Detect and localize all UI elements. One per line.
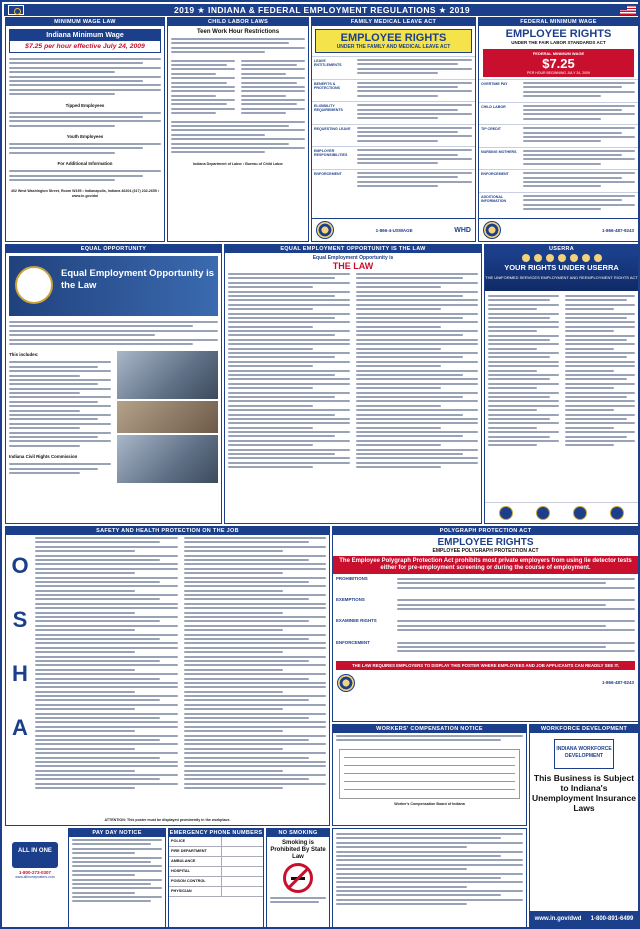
fmla-section-label: EMPLOYER RESPONSIBILITIES (314, 149, 348, 158)
workforce-web: www.in.gov/dwd (534, 916, 582, 922)
polygraph-section-row (333, 595, 638, 616)
agency-seal-icon (499, 506, 513, 520)
workforce-main-text: This Business is Subject to Indiana's Unemployment Insurance Laws (532, 773, 636, 813)
userra-subtitle: THE UNIFORMED SERVICES EMPLOYMENT AND REEMPLOYMENT RIGHTS ACT (485, 275, 638, 280)
workers-comp-header: WORKERS' COMPENSATION NOTICE (333, 725, 526, 733)
userra-panel (484, 244, 639, 524)
fmla-section-row (312, 56, 475, 79)
equal-opportunity-panel (5, 244, 222, 524)
emergency-number-field (221, 877, 263, 886)
fmla-section-row (312, 146, 475, 169)
eeo-hero (9, 256, 218, 316)
agency-seal-icon (610, 506, 624, 520)
eeo-law-title: THE LAW (332, 261, 374, 271)
fmla-section-row (312, 124, 475, 147)
polygraph-title: EMPLOYEE RIGHTS (437, 537, 534, 548)
flsa-title: EMPLOYEE RIGHTS (505, 28, 612, 40)
osha-header: SAFETY AND HEALTH PROTECTION ON THE JOB (6, 527, 329, 535)
fmla-footer (312, 218, 475, 241)
eeo-law-header: EQUAL EMPLOYMENT OPPORTUNITY IS THE LAW (225, 245, 481, 253)
minimum-wage-panel (5, 17, 165, 242)
polygraph-section-row (333, 638, 638, 659)
eeo-photo (117, 351, 219, 399)
no-smoking-title: Smoking is Prohibited By State Law (270, 840, 326, 860)
minimum-wage-body (6, 56, 164, 100)
fmla-section-label: ELIGIBILITY REQUIREMENTS (314, 104, 343, 113)
fmla-section-label: REQUESTING LEAVE (314, 126, 351, 131)
fmla-header: FAMILY MEDICAL LEAVE ACT (312, 18, 475, 26)
fmla-subtitle: UNDER THE FAMILY AND MEDICAL LEAVE ACT (336, 44, 451, 50)
osha-footer: ATTENTION: This poster must be displayed prominently in the workplace. (104, 818, 231, 823)
eeo-photo-2 (117, 401, 219, 433)
fmla-phone: 1-866-4-USWAGE (375, 227, 413, 233)
civil-rights-commission-logo-icon (15, 266, 53, 304)
flsa-section-row (479, 192, 638, 215)
polygraph-section-label: ENFORCEMENT (336, 639, 370, 645)
emergency-label: POISON CONTROL (171, 879, 206, 883)
polygraph-section-row (333, 574, 638, 595)
pay-day-header: PAY DAY NOTICE (69, 829, 165, 837)
emergency-label: POLICE (171, 839, 186, 843)
agency-logos (485, 502, 638, 523)
flsa-phone: 1-866-487-9243 (601, 227, 634, 233)
fmla-section-row (312, 79, 475, 102)
agency-seal-icon (536, 506, 550, 520)
fmla-title-box (315, 29, 472, 53)
tipped-employees-heading: Tipped Employees (65, 102, 105, 108)
osha-panel (5, 526, 330, 826)
child-labor-header: CHILD LABOR LAWS (168, 18, 308, 26)
polygraph-red-banner: The Employee Polygraph Protection Act prohibits most private employers from using lie detector tests either for pre-employment screening or during the course of employment. (333, 556, 638, 574)
flsa-subtitle: UNDER THE FAIR LABOR STANDARDS ACT (511, 40, 606, 45)
agency-seal-icon (573, 506, 587, 520)
fmla-title: EMPLOYEE RIGHTS (340, 32, 447, 44)
polygraph-subtitle: EMPLOYEE POLYGRAPH PROTECTION ACT (432, 548, 539, 554)
equal-opportunity-header: EQUAL OPPORTUNITY (6, 245, 221, 253)
polygraph-header: POLYGRAPH PROTECTION ACT (333, 527, 638, 535)
emergency-row (169, 877, 263, 887)
polygraph-footer: THE LAW REQUIRES EMPLOYERS TO DISPLAY THIS POSTER WHERE EMPLOYEES AND JOB APPLICANTS CAN READILY SEE IT. (336, 661, 635, 670)
minimum-wage-header: MINIMUM WAGE LAW (6, 18, 164, 26)
dol-seal-icon (483, 221, 501, 239)
emergency-label: PHYSICIAN (171, 889, 192, 893)
pay-day-panel (68, 828, 166, 928)
osha-letter: H (12, 661, 28, 686)
userra-header: USERRA (485, 245, 638, 253)
flsa-footer (479, 218, 638, 241)
osha-letter: A (12, 715, 28, 740)
fmla-section-label: ENFORCEMENT (314, 171, 342, 176)
youth-employees-heading: Youth Employees (66, 134, 104, 140)
emergency-label: FIRE DEPARTMENT (171, 849, 207, 853)
eeo-includes-heading: This includes: (9, 352, 39, 358)
workers-comp-panel (332, 724, 527, 826)
us-flag-icon (620, 5, 636, 15)
eeo-law-panel (224, 244, 482, 524)
fmla-panel (311, 17, 476, 242)
eeo-photo-3 (117, 435, 219, 483)
indiana-minimum-wage-title: Indiana Minimum Wage (10, 30, 160, 41)
no-smoking-icon (283, 863, 313, 893)
whd-logo: WHD (454, 226, 471, 234)
flsa-section-row (479, 102, 638, 125)
polygraph-section-row (333, 616, 638, 637)
publisher-logo: ALL IN ONE (12, 842, 58, 868)
emergency-row (169, 867, 263, 877)
workers-comp-footer: Worker's Compensation Board of Indiana (394, 801, 465, 806)
polygraph-section-label: EXAMINEE RIGHTS (336, 618, 377, 624)
no-smoking-panel (266, 828, 330, 928)
workforce-phone: 1-800-891-6499 (590, 916, 634, 922)
flsa-section-label: NURSING MOTHERS (481, 149, 517, 154)
fmla-section-label: LEAVE ENTITLEMENTS (314, 59, 342, 67)
emergency-panel (168, 828, 264, 928)
eeo-office-heading: Indiana Civil Rights Commission (9, 454, 78, 460)
flsa-section-row (479, 147, 638, 170)
workforce-header: WORKFORCE DEVELOPMENT (530, 725, 638, 733)
userra-hero (485, 253, 638, 291)
dol-seal-icon (316, 221, 334, 239)
emergency-number-field (221, 847, 263, 856)
publisher-block (4, 832, 66, 926)
federal-wage-note: PER HOUR BEGINNING JULY 24, 2009 (527, 71, 590, 75)
emergency-label: HOSPITAL (171, 869, 190, 873)
child-labor-panel (167, 17, 309, 242)
indiana-minimum-wage-rate: $7.25 per hour effective July 24, 2009 (25, 43, 145, 50)
emergency-number-field (221, 857, 263, 866)
publisher-web: www.allinoneposters.com (15, 875, 55, 879)
fmla-sections (312, 56, 475, 191)
dol-seal-icon (337, 674, 355, 692)
federal-wage-rate: $7.25 (542, 56, 575, 71)
userra-title: YOUR RIGHTS UNDER USERRA (504, 263, 619, 272)
banner-title: 2019 ★ INDIANA & FEDERAL EMPLOYMENT REGULATIONS ★ 2019 (174, 5, 470, 15)
emergency-row (169, 887, 263, 897)
workforce-contact-bar (530, 911, 638, 927)
flsa-section-label: TIP CREDIT (481, 127, 501, 132)
emergency-number-field (221, 887, 263, 896)
fmla-section-row (312, 169, 475, 192)
workers-comp-form-panel (332, 828, 527, 928)
polygraph-section-label: EXEMPTIONS (336, 597, 365, 603)
workers-comp-form (339, 749, 520, 799)
polygraph-section-label: PROHIBITIONS (336, 576, 368, 581)
flsa-section-row (479, 124, 638, 147)
dol-address: 402 West Washington Street, Room W195 • Indianapolis, Indiana 46204 (317) 232-2655 • www.in.gov/dol (10, 189, 160, 199)
additional-info-heading: For Additional Information (57, 161, 113, 167)
federal-wage-label: FEDERAL MINIMUM WAGE (532, 51, 585, 56)
indiana-minimum-wage-box (9, 29, 161, 53)
flsa-section-row (479, 79, 638, 102)
eeo-law-subtitle: Equal Employment Opportunity is (312, 255, 394, 261)
military-seals-icon (485, 254, 638, 262)
emergency-label: AMBULANCE (171, 859, 196, 863)
emergency-number-field (221, 867, 263, 876)
workforce-panel (529, 724, 639, 928)
flsa-section-label: ENFORCEMENT (481, 172, 509, 177)
workforce-logo: INDIANA WORKFORCE DEVELOPMENT (554, 739, 614, 769)
federal-wage-box (483, 49, 634, 77)
emergency-row (169, 847, 263, 857)
flsa-section-label: OVERTIME PAY (481, 82, 508, 86)
federal-minimum-wage-header: FEDERAL MINIMUM WAGE (479, 18, 638, 26)
emergency-rows (169, 837, 263, 897)
federal-minimum-wage-panel (478, 17, 639, 242)
publisher-phone: 1-800-273-0307 (18, 870, 52, 875)
flsa-sections (479, 79, 638, 214)
fmla-section-row (312, 101, 475, 124)
flsa-section-label: CHILD LABOR (481, 104, 506, 109)
emergency-header: EMERGENCY PHONE NUMBERS (169, 830, 263, 836)
child-labor-footer: Indiana Department of Labor • Bureau of Child Labor (193, 161, 283, 166)
polygraph-phone: 1-866-487-9243 (601, 680, 634, 686)
emergency-row (169, 837, 263, 847)
flsa-section-row (479, 169, 638, 192)
poster-banner (4, 4, 640, 16)
osha-letter: S (12, 607, 28, 632)
child-labor-title: Teen Work Hour Restrictions (196, 29, 280, 35)
osha-letter: O (11, 553, 29, 578)
flsa-section-label: ADDITIONAL INFORMATION (481, 194, 507, 203)
emergency-number-field (221, 837, 263, 846)
polygraph-panel (332, 526, 639, 722)
emergency-row (169, 857, 263, 867)
polygraph-sections (333, 574, 638, 659)
no-smoking-header: NO SMOKING (267, 829, 329, 837)
indiana-flag-icon (8, 5, 24, 15)
osha-letters (10, 539, 30, 755)
fmla-section-label: BENEFITS & PROTECTIONS (314, 81, 340, 90)
eeo-hero-title: Equal Employment Opportunity is the Law (61, 268, 215, 291)
